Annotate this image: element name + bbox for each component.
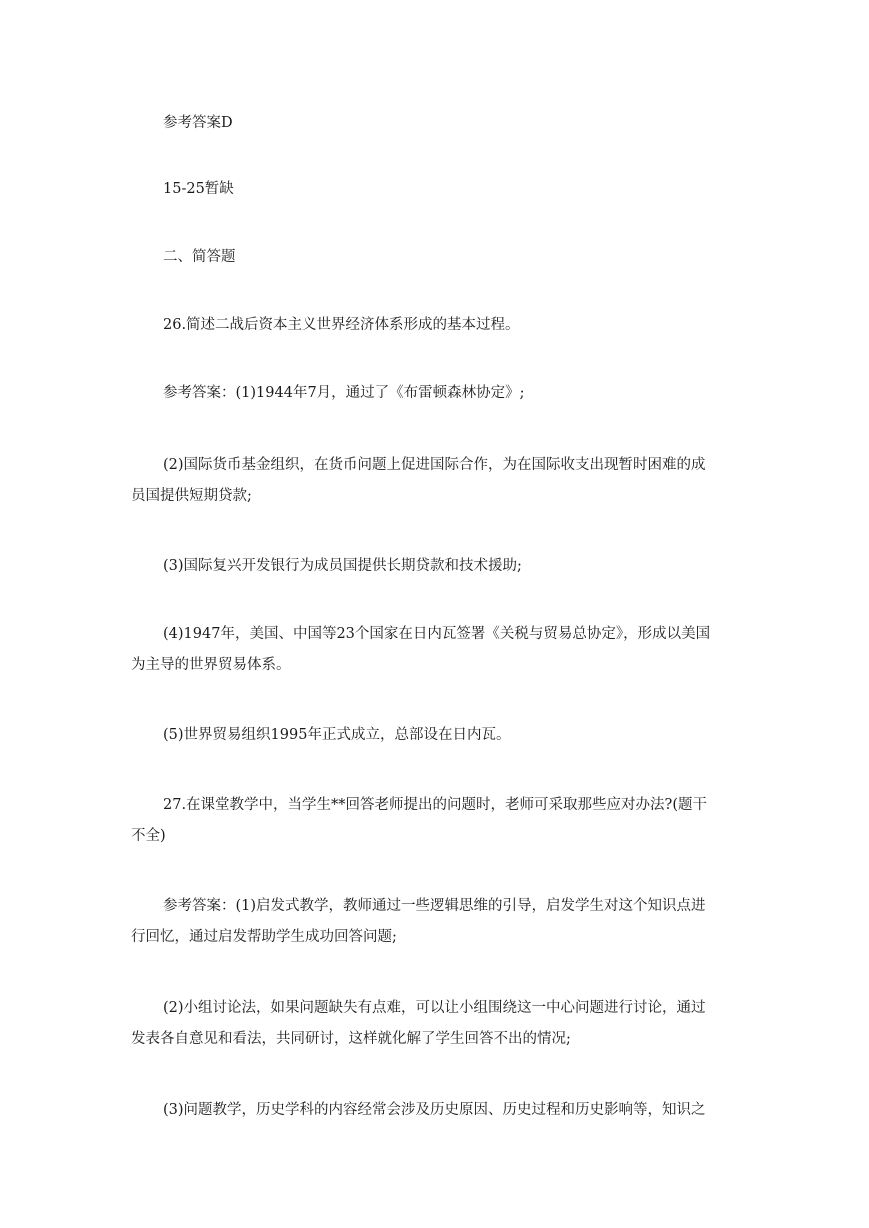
answer-26-point-2-line-2: 员国提供短期贷款; <box>131 488 252 504</box>
answer-27-point-3-line-1: (3)问题教学，历史学科的内容经常会涉及历史原因、历史过程和历史影响等，知识之 <box>163 1102 706 1118</box>
answer-26-point-3-text: (3)国际复兴开发银行为成员国提供长期贷款和技术援助; <box>163 558 522 574</box>
question-26-text: 26.简述二战后资本主义世界经济体系形成的基本过程。 <box>163 317 520 333</box>
answer-26-point-4-line-1: (4)1947年，美国、中国等23个国家在日内瓦签署《关税与贸易总协定》，形成以美国 <box>163 626 711 642</box>
question-27-line-1: 27.在课堂教学中，当学生**回答老师提出的问题时，老师可采取那些应对办法?(题干 <box>163 797 707 813</box>
section-heading <box>131 242 741 273</box>
answer-26-point-2-line-1: (2)国际货币基金组织，在货币问题上促进国际合作，为在国际收支出现暂时困难的成 <box>163 457 706 473</box>
question-27-line-2: 不全) <box>131 828 166 844</box>
answer-26-point-5 <box>131 720 741 751</box>
answer-d-text: 参考答案D <box>163 115 233 131</box>
answer-27-point-2-line-2: 发表各自意见和看法，共同研讨，这样就化解了学生回答不出的情况; <box>131 1031 571 1047</box>
answer-26-point-2 <box>131 450 741 512</box>
answer-26-point-3 <box>131 551 741 582</box>
missing-questions-paragraph <box>131 174 741 205</box>
answer-26-point-4 <box>131 619 741 681</box>
answer-26-point-1-text: 参考答案：(1)1944年7月，通过了《布雷顿森林协定》; <box>163 385 525 401</box>
answer-27-point-1 <box>131 891 741 953</box>
question-26 <box>131 310 741 341</box>
answer-d-paragraph <box>131 108 741 139</box>
answer-27-point-1-line-2: 行回忆，通过启发帮助学生成功回答问题; <box>131 929 397 945</box>
answer-26-point-4-line-2: 为主导的世界贸易体系。 <box>131 657 291 673</box>
answer-27-point-2 <box>131 993 741 1055</box>
missing-questions-text: 15-25暂缺 <box>163 181 234 197</box>
answer-26-point-1 <box>131 378 741 409</box>
answer-27-point-1-line-1: 参考答案：(1)启发式教学，教师通过一些逻辑思维的引导，启发学生对这个知识点进 <box>163 898 706 914</box>
question-27 <box>131 790 741 852</box>
answer-26-point-5-text: (5)世界贸易组织1995年正式成立，总部设在日内瓦。 <box>163 727 511 743</box>
answer-27-point-2-line-1: (2)小组讨论法，如果问题缺失有点难，可以让小组围绕这一中心问题进行讨论，通过 <box>163 1000 706 1016</box>
section-heading-text: 二、简答题 <box>163 249 236 265</box>
answer-27-point-3 <box>131 1095 741 1126</box>
